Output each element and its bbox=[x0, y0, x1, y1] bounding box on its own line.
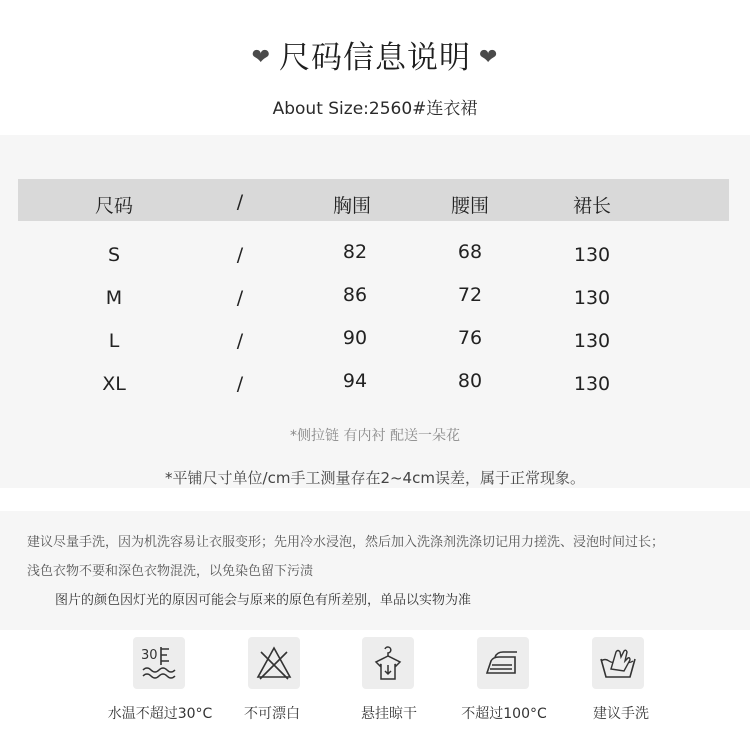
table-cell: / bbox=[236, 287, 244, 309]
no-bleach-icon bbox=[248, 637, 300, 689]
heart-icon: ❤ bbox=[479, 45, 499, 70]
header-bust: 胸围 bbox=[332, 195, 372, 217]
table-cell: / bbox=[236, 244, 244, 266]
table-cell: 94 bbox=[342, 370, 368, 392]
table-cell: S bbox=[107, 244, 121, 266]
iron-icon bbox=[477, 637, 529, 689]
heart-icon: ❤ bbox=[251, 45, 271, 70]
wash-temp-glyph: 30 bbox=[141, 648, 158, 663]
header-length: 裙长 bbox=[572, 195, 612, 217]
page-subtitle: About Size:2560#连衣裙 bbox=[272, 99, 478, 119]
wash-30-icon bbox=[133, 637, 185, 689]
table-cell: 76 bbox=[457, 327, 483, 349]
care-instruction-2: 浅色衣物不要和深色衣物混洗，以免染色留下污渍 bbox=[27, 564, 314, 579]
header-separator: / bbox=[236, 191, 244, 213]
table-cell: / bbox=[236, 373, 244, 395]
table-cell: 68 bbox=[457, 241, 483, 263]
table-cell: M bbox=[105, 287, 123, 309]
table-cell: 130 bbox=[573, 244, 611, 266]
hang-dry-icon bbox=[362, 637, 414, 689]
iron-temp-label: 不超过100°C bbox=[461, 706, 547, 722]
measurement-note: *平铺尺寸单位/cm手工测量存在2~4cm误差，属于正常现象。 bbox=[165, 469, 585, 487]
table-cell: XL bbox=[102, 373, 126, 395]
page-title bbox=[0, 32, 750, 77]
color-disclaimer: 图片的颜色因灯光的原因可能会与原来的原色有所差别，单品以实物为准 bbox=[55, 593, 472, 608]
header-size: 尺码 bbox=[94, 195, 134, 217]
table-cell: 130 bbox=[573, 287, 611, 309]
header-waist: 腰围 bbox=[450, 195, 490, 217]
table-cell: 80 bbox=[457, 370, 483, 392]
table-cell: L bbox=[108, 330, 120, 352]
table-cell: 72 bbox=[457, 284, 483, 306]
wash-temp-label: 水温不超过30°C bbox=[107, 706, 213, 722]
no-bleach-label: 不可漂白 bbox=[244, 706, 300, 722]
features-note: *侧拉链 有内衬 配送一朵花 bbox=[290, 428, 460, 444]
table-cell: 130 bbox=[573, 330, 611, 352]
hand-wash-icon bbox=[592, 637, 644, 689]
table-cell: / bbox=[236, 330, 244, 352]
table-cell: 82 bbox=[342, 241, 368, 263]
title-text: 尺码信息说明 bbox=[279, 40, 471, 76]
hand-wash-label: 建议手洗 bbox=[593, 706, 649, 722]
care-instruction-1: 建议尽量手洗，因为机洗容易让衣服变形；先用冷水浸泡，然后加入洗涤剂洗涤切记用力搓洗、浸泡时间过长； bbox=[27, 535, 665, 550]
table-cell: 90 bbox=[342, 327, 368, 349]
table-cell: 86 bbox=[342, 284, 368, 306]
hang-dry-label: 悬挂晾干 bbox=[361, 706, 417, 722]
table-cell: 130 bbox=[573, 373, 611, 395]
